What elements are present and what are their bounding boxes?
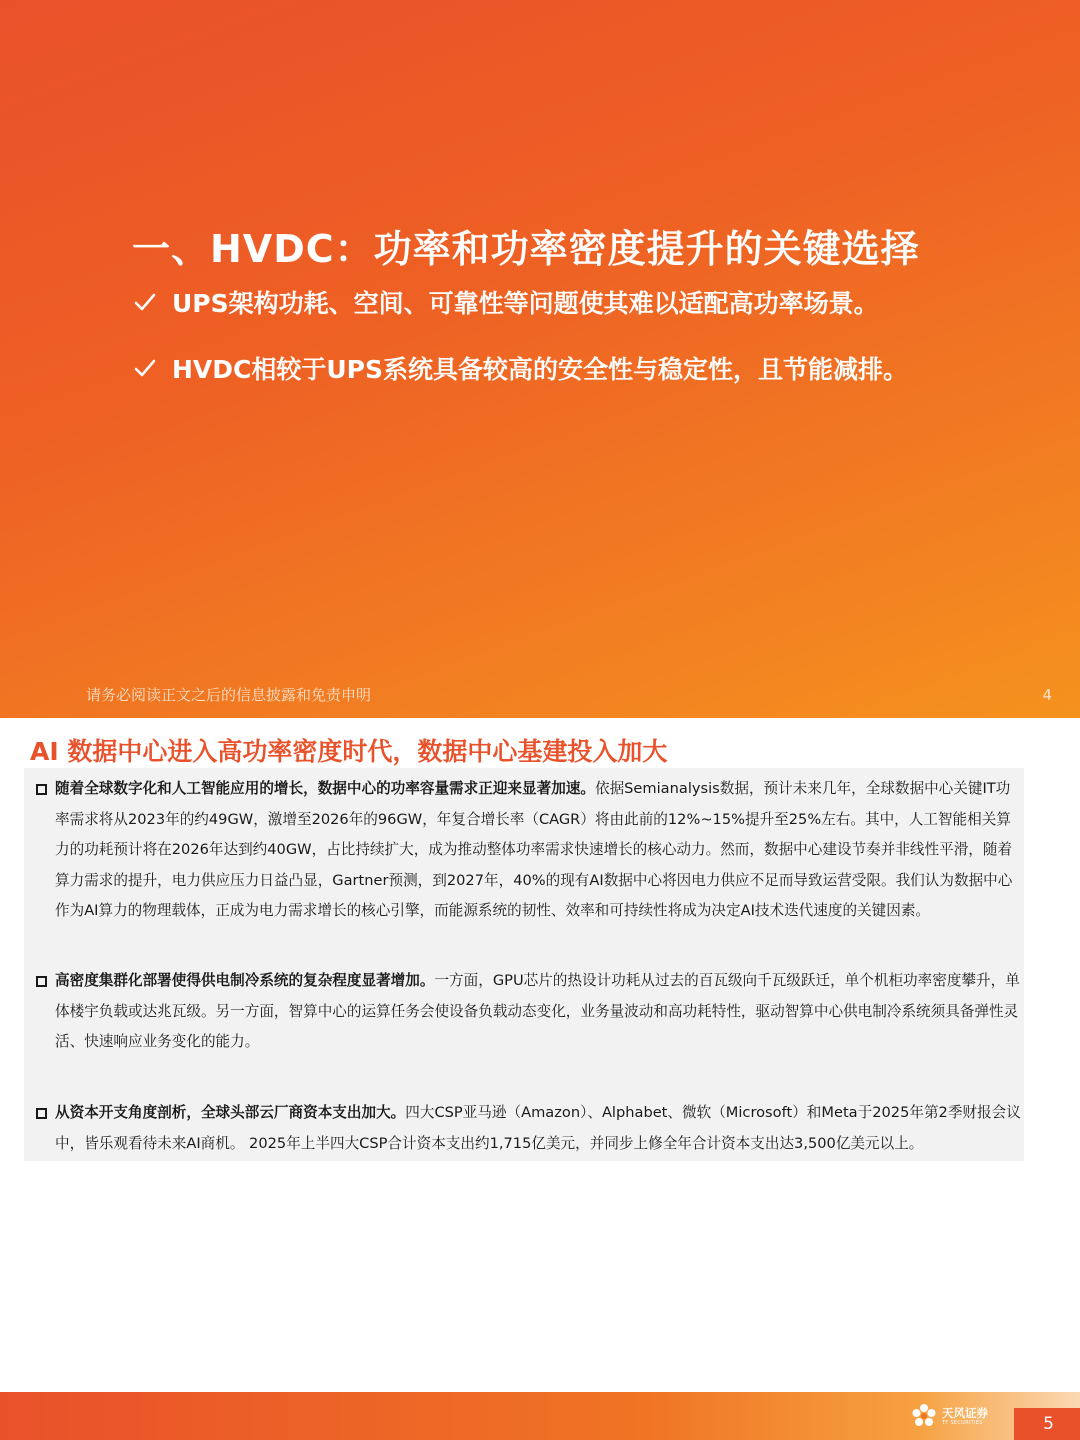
content-panel (24, 768, 1024, 1161)
top-slide (0, 0, 1080, 718)
paragraph (36, 966, 1022, 1058)
logo-name-cn: 天风证券 (942, 1405, 988, 1420)
paragraph-lead: 从资本开支角度剖析，全球头部云厂商资本支出加大。 (55, 1104, 406, 1121)
slide-title: AI 数据中心进入高功率密度时代，数据中心基建投入加大 (30, 737, 668, 766)
tf-securities-flower-logo (911, 1403, 937, 1429)
page-number: 4 (1042, 686, 1052, 704)
checkbox-bullet-icon (36, 784, 47, 795)
paragraph-body: 四大CSP亚马逊（Amazon）、Alphabet、微软（Microsoft）和Meta于2025年第2季财报会议中，皆乐观看待未来AI商机。 2025年上半四大CSP合计资本支出约1,715亿美元，并同步上修全年合计资本支出达3,500亿美元以上。 (55, 1104, 1021, 1152)
check-icon (134, 291, 156, 313)
bullet-item (134, 284, 879, 320)
disclaimer-text: 请务必阅读正文之后的信息披露和免责申明 (86, 686, 372, 704)
paragraph-body: 一方面，GPU芯片的热设计功耗从过去的百瓦级向千瓦级跃迁，单个机柜功率密度攀升，单体楼宇负载或达兆瓦级。另一方面，智算中心的运算任务会使设备负载动态变化，业务量波动和高功耗特性，驱动智算中心供电制冷系统须具备弹性灵活、快速响应业务变化的能力。 (55, 972, 1020, 1050)
paragraph-body: 依据Semianalysis数据，预计未来几年，全球数据中心关键IT功率需求将从2023年的约49GW，激增至2026年的96GW，年复合增长率（CAGR）将由此前的12%~15%提升至25%左右。其中，人工智能相关算力的功耗预计将在2026年达到约40GW，占比持续扩大，成为推动整体功率需求快速增长的核心动力。然而，数据中心建设节奏并非线性平滑，随着算力需求的提升，电力供应压力日益凸显，Gartner预测，到2027年，40%的现有AI数据中心将因电力供应不足而导致运营受限。我们认为数据中心作为AI算力的物理载体，正成为电力需求增长的核心引擎，而能源系统的韧性、效率和可持续性将成为决定AI技术迭代速度的关键因素。 (55, 780, 1013, 919)
paragraph (36, 774, 1022, 927)
checkbox-bullet-icon (36, 1108, 47, 1119)
section-title: 一、HVDC：功率和功率密度提升的关键选择 (132, 227, 920, 271)
paragraph (36, 1098, 1022, 1159)
brand-logo (911, 1400, 988, 1432)
bullet-text: UPS架构功耗、空间、可靠性等问题使其难以适配高功率场景。 (172, 289, 879, 318)
page-number: 5 (1043, 1414, 1054, 1434)
checkbox-bullet-icon (36, 976, 47, 987)
check-icon (134, 357, 156, 379)
paragraph-lead: 随着全球数字化和人工智能应用的增长，数据中心的功率容量需求正迎来显著加速。 (55, 780, 595, 797)
paragraph-lead: 高密度集群化部署使得供电制冷系统的复杂程度显著增加。 (55, 972, 435, 989)
bullet-text: HVDC相较于UPS系统具备较高的安全性与稳定性，且节能减排。 (172, 355, 909, 384)
bottom-slide (0, 718, 1080, 1440)
logo-name-en: TF SECURITIES (942, 1419, 983, 1426)
bullet-item (134, 350, 908, 386)
